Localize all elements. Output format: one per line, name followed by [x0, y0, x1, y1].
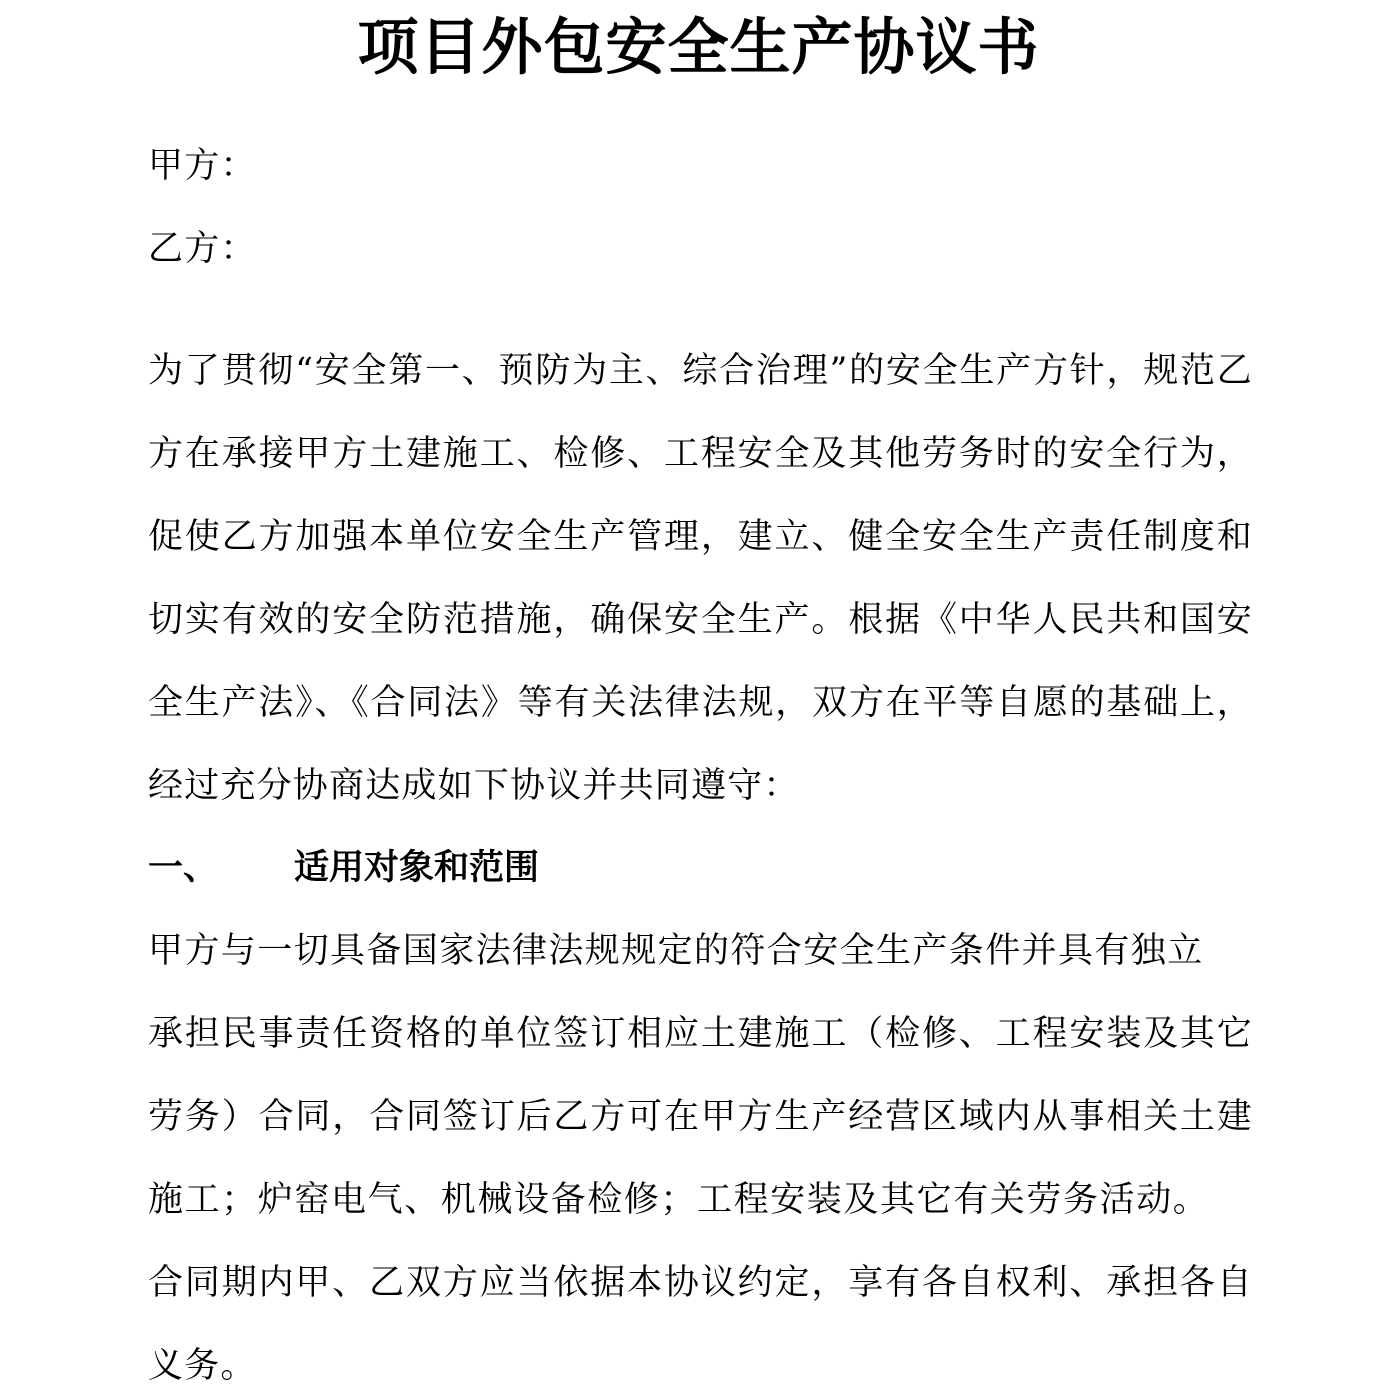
- section-1-number: 一、: [148, 847, 219, 888]
- section-1-title: 适用对象和范围: [294, 847, 540, 888]
- preamble-line-5: 全生产法》、《合同法》等有关法律法规，双方在平等自愿的基础上，: [148, 683, 1253, 723]
- section-1-line-5: 合同期内甲、乙双方应当依据本协议约定，享有各自权利、承担各自: [148, 1263, 1253, 1303]
- section-1-line-2: 承担民事责任资格的单位签订相应土建施工（检修、工程安装及其它: [148, 1014, 1253, 1054]
- preamble-line-2: 方在承接甲方土建施工、检修、工程安全及其他劳务时的安全行为，: [148, 434, 1253, 474]
- section-1-line-4: 施工；炉窑电气、机械设备检修；工程安装及其它有关劳务活动。: [148, 1180, 1210, 1220]
- party-b-label: 乙方：: [148, 229, 257, 269]
- section-1-line-1: 甲方与一切具备国家法律法规规定的符合安全生产条件并具有独立: [148, 931, 1204, 971]
- preamble-line-4: 切实有效的安全防范措施，确保安全生产。根据《中华人民共和国安: [148, 600, 1253, 640]
- preamble-line-3: 促使乙方加强本单位安全生产管理，建立、健全安全生产责任制度和: [148, 517, 1253, 557]
- party-a-label: 甲方：: [148, 146, 257, 186]
- preamble-line-1: 为了贯彻“安全第一、预防为主、综合治理”的安全生产方针，规范乙: [148, 351, 1253, 391]
- section-1-line-6: 义务。: [148, 1346, 257, 1386]
- preamble-line-6: 经过充分协商达成如下协议并共同遵守：: [148, 766, 800, 806]
- section-1-line-3: 劳务）合同，合同签订后乙方可在甲方生产经营区域内从事相关土建: [148, 1097, 1253, 1137]
- section-1-heading: [148, 843, 539, 893]
- document-title: 项目外包安全生产协议书: [357, 12, 1040, 83]
